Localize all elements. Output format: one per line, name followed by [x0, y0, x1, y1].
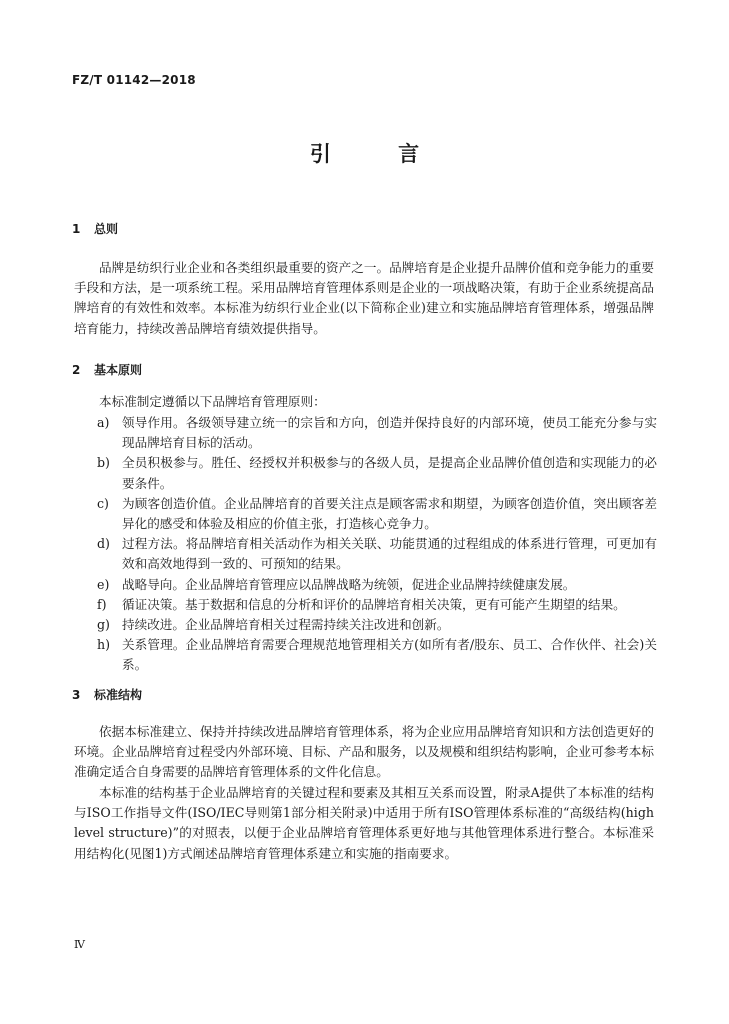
- section-title: 基本原则: [94, 363, 143, 377]
- item-text: 循证决策。基于数据和信息的分析和评价的品牌培育相关决策，更有可能产生期望的结果。: [122, 596, 626, 612]
- list-item: [97, 575, 657, 595]
- list-item: [97, 635, 657, 675]
- list-item: [97, 413, 657, 453]
- item-text: 领导作用。各级领导建立统一的宗旨和方向，创造并保持良好的内部环境，使员工能充分参与实现品牌培育目标的活动。: [122, 415, 657, 451]
- list-item: [97, 453, 657, 493]
- standard-code: FZ/T 01142—2018: [72, 73, 196, 87]
- item-marker: c): [97, 495, 109, 511]
- page-number: Ⅳ: [74, 938, 85, 951]
- item-text: 关系管理。企业品牌培育需要合理规范地管理相关方(如所有者/股东、员工、合作伙伴、社会)关系。: [122, 637, 657, 673]
- section-2-heading: [72, 361, 142, 378]
- section-3-paragraph-1: 依据本标准建立、保持并持续改进品牌培育管理体系，将为企业应用品牌培育知识和方法创造更好的环境。企业品牌培育过程受内外部环境、目标、产品和服务，以及规模和组织结构影响，企业可参考本标准确定适合自身需要的品牌培育管理体系的文件化信息。: [74, 724, 654, 780]
- section-1-heading: [72, 220, 118, 237]
- section-number: 3: [72, 688, 81, 702]
- section-3-paragraph-2: 本标准的结构基于企业品牌培育的关键过程和要素及其相互关系而设置，附录A提供了本标准的结构与ISO工作指导文件(ISO/IEC导则第1部分相关附录)中适用于所有ISO管理体系标准的“高级结构(high level structure)”的对照表，以便于企业品牌培育管理体系更好地与其他管理体系进行整合。本标准采用结构化(见图1)方式阐述品牌培育管理体系建立和实施的指南要求。: [74, 785, 654, 861]
- list-item: [97, 595, 657, 615]
- principles-list: [97, 413, 657, 676]
- item-marker: a): [97, 415, 110, 430]
- item-text: 过程方法。将品牌培育相关活动作为相关关联、功能贯通的过程组成的体系进行管理，可更加有效和高效地得到一致的、可预知的结果。: [122, 536, 657, 572]
- item-text: 战略导向。企业品牌培育管理应以品牌战略为统领，促进企业品牌持续健康发展。: [122, 576, 576, 592]
- item-text: 全员积极参与。胜任、经授权并积极参与的各级人员，是提高企业品牌价值创造和实现能力的必要条件。: [122, 455, 657, 491]
- item-marker: d): [97, 536, 110, 552]
- section-title: 标准结构: [94, 688, 143, 702]
- section-number: 2: [72, 363, 81, 377]
- section-number: 1: [72, 222, 81, 236]
- item-marker: h): [97, 637, 111, 653]
- section-1-paragraph: 品牌是纺织行业企业和各类组织最重要的资产之一。品牌培育是企业提升品牌价值和竞争能力的重要手段和方法，是一项系统工程。采用品牌培育管理体系则是企业的一项战略决策，有助于企业系统提高品牌培育的有效性和效率。本标准为纺织行业企业(以下简称企业)建立和实施品牌培育管理体系，增强品牌培育能力，持续改善品牌培育绩效提供指导。: [74, 260, 654, 336]
- section-3-heading: [72, 686, 142, 703]
- list-item: [97, 494, 657, 534]
- item-marker: e): [97, 576, 110, 592]
- list-item: [97, 615, 657, 635]
- section-title: 总则: [94, 222, 119, 236]
- item-text: 持续改进。企业品牌培育相关过程需持续关注改进和创新。: [122, 617, 450, 633]
- page-title: 引 言: [309, 142, 450, 166]
- list-item: [97, 534, 657, 574]
- item-marker: f): [97, 596, 107, 612]
- item-marker: g): [97, 617, 110, 633]
- item-marker: b): [97, 455, 110, 471]
- item-text: 为顾客创造价值。企业品牌培育的首要关注点是顾客需求和期望，为顾客创造价值，突出顾客差异化的感受和体验及相应的价值主张，打造核心竞争力。: [122, 495, 657, 532]
- section-2-intro: 本标准制定遵循以下品牌培育管理原则：: [99, 394, 326, 409]
